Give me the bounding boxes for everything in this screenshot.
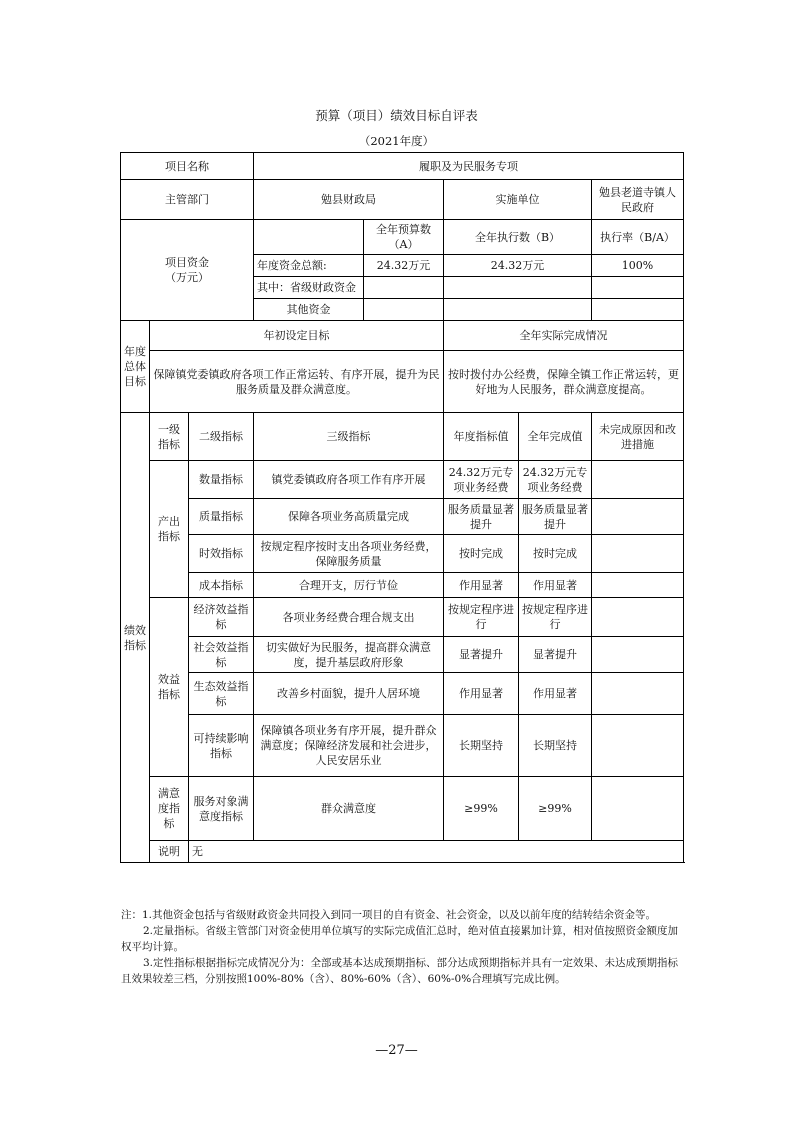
total-rate: 100% [592, 255, 684, 277]
actual-goal-text: 按时拨付办公经费，保障全镇工作正常运转，更好地为人民服务，群众满意度提高。 [444, 351, 684, 413]
dept-label: 主管部门 [121, 180, 254, 220]
satisfaction-l3: 群众满意度 [254, 777, 444, 841]
page-number: —27— [375, 1043, 418, 1058]
total-label: 年度资金总额: [254, 255, 364, 277]
output-label: 产出指标 [150, 461, 189, 598]
output-target: 服务质量显著提升 [444, 499, 519, 535]
indicators-label: 绩效指标 [121, 413, 150, 863]
effect-target: 作用显著 [444, 673, 519, 715]
row-remark [121, 841, 684, 863]
output-l3: 按规定程序按时支出各项业务经费，保障服务质量 [254, 535, 444, 573]
footnotes [121, 907, 686, 987]
effect-label: 效益指标 [150, 598, 189, 777]
project-name: 履职及为民服务专项 [254, 153, 684, 180]
effect-l3: 各项业务经费合理合规支出 [254, 598, 444, 637]
provincial-label: 其中：省级财政资金 [254, 277, 364, 299]
table-title: 预算（项目）绩效目标自评表 [315, 108, 478, 123]
table-row [121, 598, 684, 637]
table-row [121, 461, 684, 499]
row-funds-header [121, 220, 684, 255]
output-l3: 保障各项业务高质量完成 [254, 499, 444, 535]
effect-l3: 切实做好为民服务，提高群众满意度，提升基层政府形象 [254, 637, 444, 673]
reason-header: 未完成原因和改进措施 [592, 413, 684, 461]
output-l2: 质量指标 [189, 499, 254, 535]
output-target: 24.32万元专项业务经费 [444, 461, 519, 499]
budget-header: 全年预算数（A） [364, 220, 444, 255]
effect-target: 长期坚持 [444, 715, 519, 777]
effect-l3: 改善乡村面貌，提升人居环境 [254, 673, 444, 715]
goals-label: 年度总体目标 [121, 321, 150, 413]
actual-goal-header: 全年实际完成情况 [444, 321, 684, 351]
table-year: （2021年度） [358, 134, 435, 148]
table-row [121, 777, 684, 841]
total-budget: 24.32万元 [364, 255, 444, 277]
output-l2: 数量指标 [189, 461, 254, 499]
row-goals-header [121, 321, 684, 351]
satisfaction-actual: ≥99% [519, 777, 592, 841]
effect-actual: 长期坚持 [519, 715, 592, 777]
initial-goal-text: 保障镇党委镇政府各项工作正常运转、有序开展，提升为民服务质量及群众满意度。 [150, 351, 444, 413]
effect-l2: 生态效益指标 [189, 673, 254, 715]
effect-l2: 可持续影响指标 [189, 715, 254, 777]
satisfaction-l2: 服务对象满意度指标 [189, 777, 254, 841]
footnote-3: 3.定性指标根据指标完成情况分为：全部或基本达成预期指标、部分达成预期指标并具有一定效果、未达成预期指标且效果较差三档，分别按照100%-80%（含）、80%-60%（含）、60%-0%合理填写完成比例。 [121, 957, 679, 985]
output-actual: 24.32万元专项业务经费 [519, 461, 592, 499]
table-row [121, 573, 684, 598]
actual-header: 全年完成值 [519, 413, 592, 461]
remark-value: 无 [189, 841, 684, 863]
table-row [121, 535, 684, 573]
row-indicator-header [121, 413, 684, 461]
satisfaction-label: 满意度指标 [150, 777, 189, 841]
output-l3: 合理开支，厉行节俭 [254, 573, 444, 598]
effect-actual: 作用显著 [519, 673, 592, 715]
funds-label: 项目资金 （万元） [121, 220, 254, 321]
level3-header: 三级指标 [254, 413, 444, 461]
row-department [121, 180, 684, 220]
output-actual: 按时完成 [519, 535, 592, 573]
table-row [121, 715, 684, 777]
other-label: 其他资金 [254, 299, 364, 321]
target-header: 年度指标值 [444, 413, 519, 461]
output-l2: 成本指标 [189, 573, 254, 598]
satisfaction-target: ≥99% [444, 777, 519, 841]
effect-actual: 显著提升 [519, 637, 592, 673]
output-l3: 镇党委镇政府各项工作有序开展 [254, 461, 444, 499]
output-actual: 作用显著 [519, 573, 592, 598]
output-actual: 服务质量显著提升 [519, 499, 592, 535]
output-l2: 时效指标 [189, 535, 254, 573]
output-target: 按时完成 [444, 535, 519, 573]
remark-label: 说明 [150, 841, 189, 863]
level2-header: 二级指标 [189, 413, 254, 461]
effect-actual: 按规定程序进行 [519, 598, 592, 637]
output-target: 作用显著 [444, 573, 519, 598]
footnote-2: 2.定量指标。省级主管部门对资金使用单位填写的实际完成值汇总时，绝对值直接累加计算，相对值按照资金额度加权平均计算。 [121, 925, 679, 953]
effect-target: 显著提升 [444, 637, 519, 673]
total-exec: 24.32万元 [444, 255, 592, 277]
dept-value: 勉县财政局 [254, 180, 444, 220]
rate-header: 执行率（B/A） [592, 220, 684, 255]
initial-goal-header: 年初设定目标 [150, 321, 444, 351]
exec-header: 全年执行数（B） [444, 220, 592, 255]
row-goals-text [121, 351, 684, 413]
table-row [121, 637, 684, 673]
table-row [121, 499, 684, 535]
impl-value: 勉县老道寺镇人民政府 [592, 180, 684, 220]
row-project-name [121, 153, 684, 180]
footnote-1: 注：1.其他资金包括与省级财政资金共同投入到同一项目的自有资金、社会资金，以及以前年度的结转结余资金等。 [121, 909, 657, 921]
project-name-label: 项目名称 [121, 153, 254, 180]
table-row [121, 673, 684, 715]
level1-header: 一级指标 [150, 413, 189, 461]
effect-l2: 经济效益指标 [189, 598, 254, 637]
effect-target: 按规定程序进行 [444, 598, 519, 637]
performance-table [120, 152, 684, 863]
impl-label: 实施单位 [444, 180, 592, 220]
effect-l3: 保障镇各项业务有序开展，提升群众满意度；保障经济发展和社会进步，人民安居乐业 [254, 715, 444, 777]
effect-l2: 社会效益指标 [189, 637, 254, 673]
